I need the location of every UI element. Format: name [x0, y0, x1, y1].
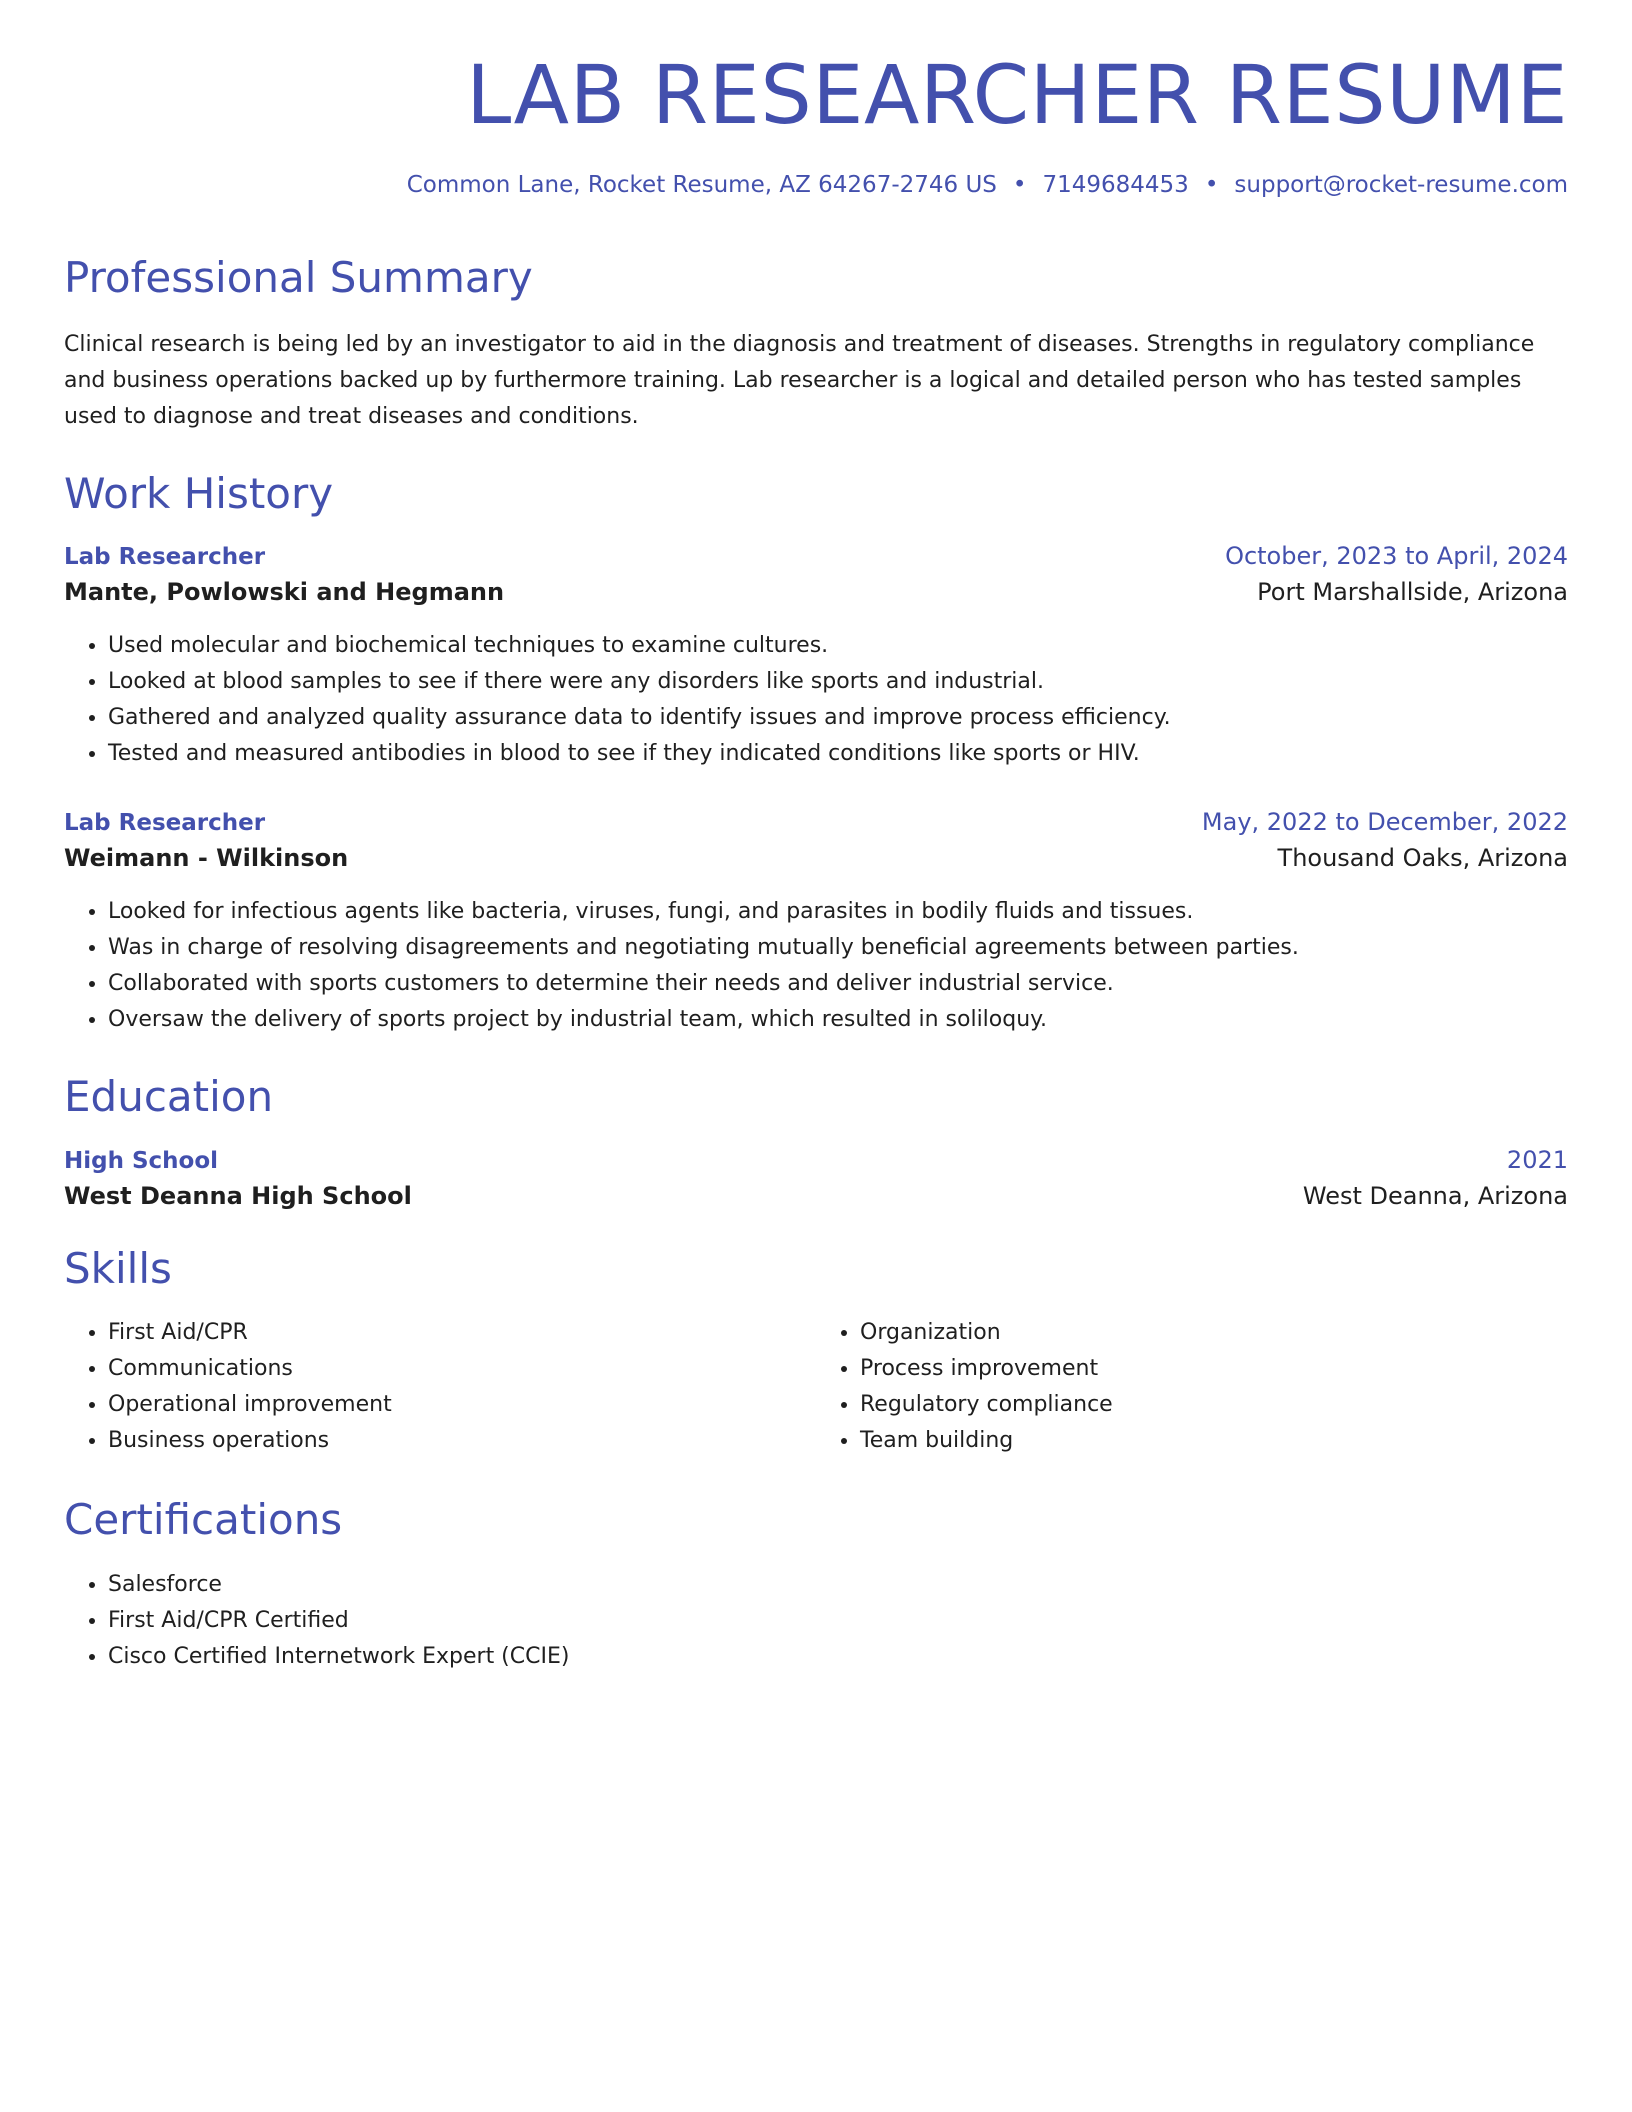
education-heading: Education: [64, 1071, 274, 1121]
skill-item: • Operational improvement: [108, 1387, 816, 1423]
skill-item: • Process improvement: [860, 1351, 1568, 1387]
job-bullet: • Used molecular and biochemical techniques to examine cultures.: [108, 628, 1568, 664]
certifications-list: [64, 1567, 1568, 1675]
summary-text: Clinical research is being led by an investigator to aid in the diagnosis and treatment of diseases. Strengths in regulatory compliance and business operations backed up by furthermore training. Lab researcher is a logical and detailed person who has tested samples used to diagnose and treat diseases and conditions.: [64, 332, 1535, 430]
skill-item: • Team building: [860, 1423, 1568, 1459]
work-history-heading: Work History: [64, 469, 334, 519]
job-employer-row: [64, 578, 1568, 606]
job-bullet: • Looked at blood samples to see if there were any disorders like sports and industrial.: [108, 664, 1568, 700]
education-degree: High School: [64, 1148, 219, 1175]
job-bullet: • Was in charge of resolving disagreements and negotiating mutually beneficial agreements between parties.: [108, 930, 1568, 966]
education-school-row: [64, 1182, 1568, 1210]
work-history-section: [64, 469, 1568, 1037]
contact-separator: •: [1012, 172, 1027, 199]
job-bullet: • Tested and measured antibodies in blood to see if they indicated conditions like sports or HIV.: [108, 736, 1568, 772]
job-location: Port Marshallside, Arizona: [1257, 577, 1568, 606]
job-dates: October, 2023 to April, 2024: [1225, 541, 1568, 570]
job-header-row: [64, 808, 1568, 836]
job-employer: Mante, Powlowski and Hegmann: [64, 577, 505, 606]
job-employer: Weimann - Wilkinson: [64, 843, 349, 872]
summary-heading: Professional Summary: [64, 252, 533, 302]
skill-item: • Regulatory compliance: [860, 1387, 1568, 1423]
skill-item: • Business operations: [108, 1423, 816, 1459]
job-entry: [64, 542, 1568, 772]
job-bullet: • Looked for infectious agents like bacteria, viruses, fungi, and parasites in bodily fluids and tissues.: [108, 894, 1568, 930]
job-entry: [64, 808, 1568, 1038]
job-bullet: • Collaborated with sports customers to determine their needs and deliver industrial service.: [108, 966, 1568, 1002]
contact-line: [64, 171, 1568, 201]
resume-title: LAB RESEARCHER RESUME: [466, 49, 1568, 143]
job-title: Lab Researcher: [64, 809, 266, 836]
resume-header: [64, 49, 1568, 201]
contact-address: Common Lane, Rocket Resume, AZ 64267-2746 US: [406, 172, 997, 199]
job-bullets: [64, 628, 1568, 772]
job-employer-row: [64, 844, 1568, 872]
job-location: Thousand Oaks, Arizona: [1277, 843, 1568, 872]
certifications-section: [64, 1495, 1568, 1675]
skills-heading: Skills: [64, 1244, 172, 1294]
education-section: [64, 1072, 1568, 1210]
education-school: West Deanna High School: [64, 1182, 412, 1211]
certification-item: • First Aid/CPR Certified: [108, 1603, 1568, 1639]
job-title: Lab Researcher: [64, 543, 266, 570]
education-entry: [64, 1146, 1568, 1210]
education-location: West Deanna, Arizona: [1302, 1182, 1568, 1211]
skills-column-left: [64, 1315, 816, 1459]
certifications-heading: Certifications: [64, 1494, 343, 1544]
skills-grid: [64, 1315, 1568, 1459]
contact-separator: •: [1204, 172, 1219, 199]
certification-item: • Salesforce: [108, 1567, 1568, 1603]
job-dates: May, 2022 to December, 2022: [1201, 807, 1568, 836]
job-bullets: [64, 894, 1568, 1038]
education-header-row: [64, 1146, 1568, 1174]
skills-column-right: [816, 1315, 1568, 1459]
job-bullet: • Oversaw the delivery of sports project by industrial team, which resulted in soliloquy.: [108, 1002, 1568, 1038]
contact-email: support@rocket-resume.com: [1234, 172, 1568, 199]
skill-item: • Communications: [108, 1351, 816, 1387]
skills-section: [64, 1244, 1568, 1458]
certification-item: • Cisco Certified Internetwork Expert (CCIE): [108, 1639, 1568, 1675]
education-year: 2021: [1506, 1146, 1568, 1175]
contact-phone: 7149684453: [1042, 172, 1189, 199]
job-bullet: • Gathered and analyzed quality assurance data to identify issues and improve process efficiency.: [108, 700, 1568, 736]
job-header-row: [64, 542, 1568, 570]
skill-item: • Organization: [860, 1315, 1568, 1351]
skill-item: • First Aid/CPR: [108, 1315, 816, 1351]
summary-section: [64, 253, 1568, 435]
